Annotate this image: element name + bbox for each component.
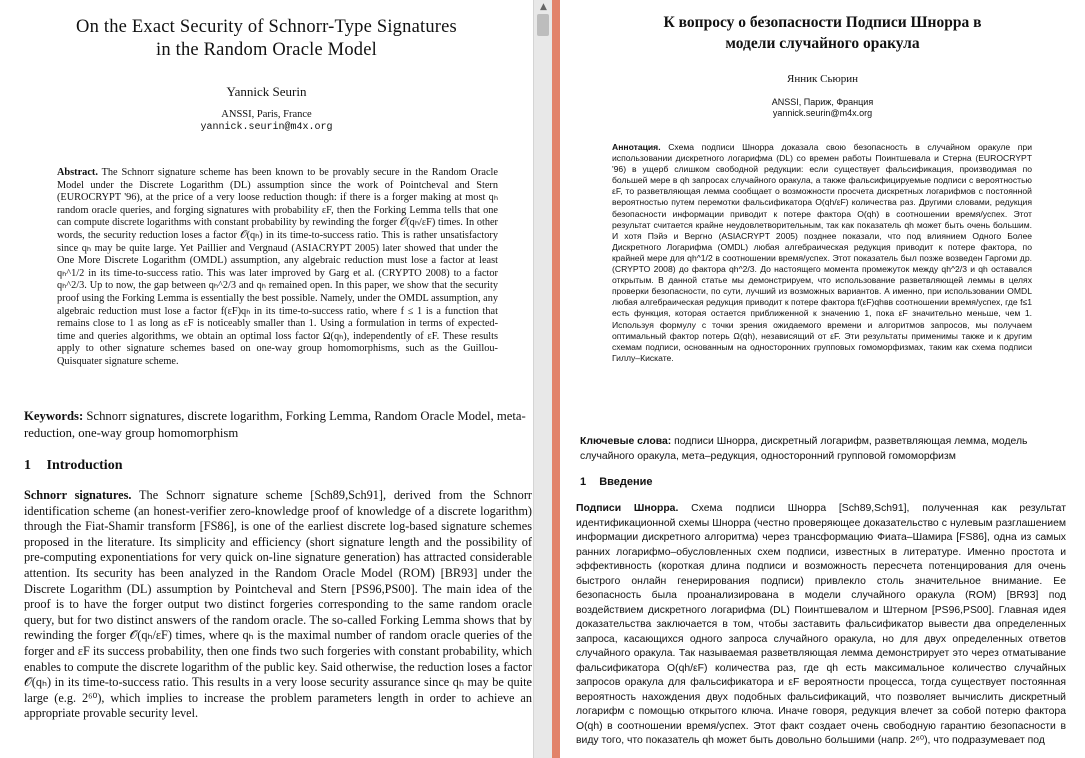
keywords-text: подписи Шнорра, дискретный логарифм, разветвляющая лемма, модель случайного оракула, мета–редукция, односторонний групповой гомоморфизм [580,436,1028,462]
section-number: 1 [24,458,31,473]
paragraph-text: Схема подписи Шнорра [Sch89,Sch91], полученная как результат идентификационной схемы Шнорра (честно проверяющее доказательство с нулевым разглашением информации дискретного алгоритма) через трансформацию Фиата–Шамира [FS86], одна из самых ранних логарифмо–обусловленных схем подписи, известных в литературе. Именно простота и эффективность (короткая длина подписи и возможность пересчета потенцирования для очень быстрого онлайн генерирования подписи) привлекло столь значительное внимание. Ее безопасность была проанализирована в модели случайного оракула (ROM) [BR93] под воздействием дискретного логарифма (DL) Поинтшевалом и Штерном [PS96,PS00]. Главная идея доказательства заключается в том, чтобы заставить фальсификатор вывести два определенных запроса, касающихся одного запроса случайного оракула, но для двух определенных ответов случайного оракула. Так называемая разветвляющая лемма демонстрирует это через отматывание фальсификатора O(qh/εF) количества раз, где qh есть максимальное количество случайных запросов оракула для фальсификатора и εF вероятности процесса, тогда существует постоянная вероятность нахождения двух подобных фальсификаций, что позволяет вычислить дискретный логарифм с помощью открытого ключа. Иначе говоря, редукция влечет за собой потерю фактора O(qh) в соотношении время/успех. Этот факт создает очень свободную гарантию безопасности в виду того, что показатель qh может быть довольно большими (напр. 2⁶⁰), что подразумевает под [576,503,1066,746]
abstract [57,167,498,369]
author-email: yannick.seurin@m4x.org [200,122,333,133]
paper-title [560,12,1085,54]
paragraph-label: Подписи Шнорра. [576,503,679,514]
english-paper-pane[interactable] [0,0,533,758]
section-heading [24,458,122,474]
title-line-1: К вопросу о безопасности Подписи Шнорра в [663,14,982,31]
keywords-text: Schnorr signatures, discrete logarithm, Forking Lemma, Random Oracle Model, meta-reduction, one-way group homomorphism [24,409,526,440]
abstract-text: Схема подписи Шнорра доказала свою безопасность в случайном оракуле при использовании дискретного логарифма (DL) со времен работы Поинтшевала и Стерна (EUROCRYPT '96) в ущерб слишком свободной редукции: если существует фальсификация, производимая по большей мере в qh запросах случайного оракула, а также фальсифицируемые подписи с вероятностью εF, то разветвляющая лемма сообщает о возможности просчета дискретных логарифмов с постоянной вероятностью путем перемотки фальсификатора O(qh/εF) количества раз. Другими словами, редукция безопасности информации приводит к потере фактора O(qh) в соотношении время/успех. Этот результат считается крайне неудовлетворительным, так как показатель qh может быть очень большим. И хотя Пэйэ и Вергно (ASIACRYPT 2005) позднее показали, что под влиянием Одного Более Дискретного Логарифма (OMDL) любая алгебраическая редукция приводит к потере фактора, по крайней мере для qh^1/2 в соотношении время/успех. Этот показатель был позже возведен Гаргоми др. (CRYPTO 2008) до фактора qh^2/3. До настоящего момента промежуток между qh^2/3 и qh оставался открытым. В данной статье мы демонстрируем, что использование разветвляющей леммы в целях проверки безопасности, по сути, лучший из возможных вариантов. А именно, при использовании OMDL любая алгебраическая редукция приводит к потере фактора f(εF)qhвв соотношении время/успех, где f≤1 есть функция, которая остается приближенной к значению 1, пока εF значительно меньше, чем 1. Используя формулу с точки зрения ожидаемого времени и алгоритмов запросов, мы получаем оптимальный фактор потерь Ω(qh), независящий от εF. Эти результаты применимы также и к другим схемам подписи, основанным на односторонних групповых гомоморфизмах, таким как схема подписи Гиллу–Кискате. [612,142,1032,363]
title-line-2: модели случайного оракула [725,35,920,52]
section-title: Introduction [46,458,123,473]
section-title: Введение [599,476,653,488]
title-line-2: in the Random Oracle Model [156,40,377,60]
author-email: yannick.seurin@m4x.org [772,108,873,118]
title-line-1: On the Exact Security of Schnorr-Type Signatures [76,17,457,37]
intro-paragraph [576,502,1066,749]
scroll-up-arrow-icon[interactable]: ▲ [540,2,547,12]
section-number: 1 [580,476,587,488]
abstract [612,142,1032,364]
abstract-label: Abstract. [57,167,98,178]
intro-paragraph [24,488,532,722]
author-name: Yannick Seurin [226,84,307,99]
keywords-label: Ключевые слова: [580,436,672,447]
pane-divider[interactable] [552,0,560,758]
russian-paper-pane[interactable] [560,0,1085,758]
paragraph-label: Schnorr signatures. [24,488,132,502]
paragraph-text: The Schnorr signature scheme [Sch89,Sch91], derived from the Schnorr identification scheme (an honest-verifier zero-knowledge proof of knowledge of a discrete logarithm) through the Fiat-Shamir transform [FS86], is one of the earliest discrete log-based signature schemes proposed in the literature. Its simplicity and efficiency (short signature length and the possibility of pre-computing exponentiations for very quick on-line signature generation) has attracted considerable attention. Its security has been analyzed in the Random Oracle Model (ROM) [BR93] under the Discrete Logarithm (DL) assumption by Pointcheval and Stern [PS96,PS00]. The main idea of the proof is to have the forger output two distinct forgeries corresponding to the same random oracle query, but for two distinct answers of the random oracle. The so-called Forking Lemma shows that by rewinding the forger 𝒪(qₕ/εF) times, where qₕ is the maximal number of random oracle queries of the forger and εF its success probability, then one finds two such forgeries with constant probability, which enables to compute the discrete logarithm of the public key. Said otherwise, the reduction loses a factor 𝒪(qₕ) in its time-to-success ratio. This results in a very loose security assurance since qₕ may be quite large (e.g. 2⁶⁰), which implies to increase the problem parameters length in order to achieve an appropriate provable security level. [24,488,533,721]
keywords-label: Keywords: [24,409,84,423]
vertical-scrollbar[interactable] [533,0,553,758]
abstract-label: Аннотация. [612,142,661,152]
author-name: Янник Сьюрин [787,73,858,85]
abstract-text: The Schnorr signature scheme has been known to be provably secure in the Random Oracle Model under the Discrete Logarithm (DL) assumption since the work of Pointcheval and Stern (EUROCRYPT '96), at the price of a very loose reduction though: if there is a forger making at most qₕ random oracle queries, and forging signatures with probability εF, then the Forking Lemma tells that one can compute discrete logarithms with constant probability by rewinding the forger 𝒪(qₕ/εF) times. In other words, the security reduction loses a factor 𝒪(qₕ) in its time-to-success ratio. This is rather unsatisfactory since qₕ may be quite large. Yet Paillier and Vergnaud (ASIACRYPT 2005) later showed that under the One More Discrete Logarithm (OMDL) assumption, any algebraic reduction must lose a factor at least qₕ^1/2 in its time-to-success ratio. This was later improved by Garg et al. (CRYPTO 2008) to a factor qₕ^2/3. Up to now, the gap between qₕ^2/3 and qₕ remained open. In this paper, we show that the security proof using the Forking Lemma is essentially the best possible. Namely, under the OMDL assumption, any algebraic reduction must lose a factor f(εF)qₕ in its time-to-success ratio, where f ≤ 1 is a function that remains close to 1 as long as εF is noticeably smaller than 1. Using a formulation in terms of expected-time and queries algorithms, we obtain an optimal loss factor Ω(qₕ), independently of εF. These results apply to other signature schemes based on one-way group homomorphisms, such as the Guillou-Quisquater signature scheme. [57,167,498,367]
affiliation: ANSSI, Париж, Франция [771,97,874,107]
keywords [24,408,532,441]
paper-title [0,16,533,62]
affiliation: ANSSI, Paris, France [221,109,312,120]
scroll-thumb[interactable] [537,14,549,36]
section-heading [580,476,653,488]
keywords [580,434,1065,464]
